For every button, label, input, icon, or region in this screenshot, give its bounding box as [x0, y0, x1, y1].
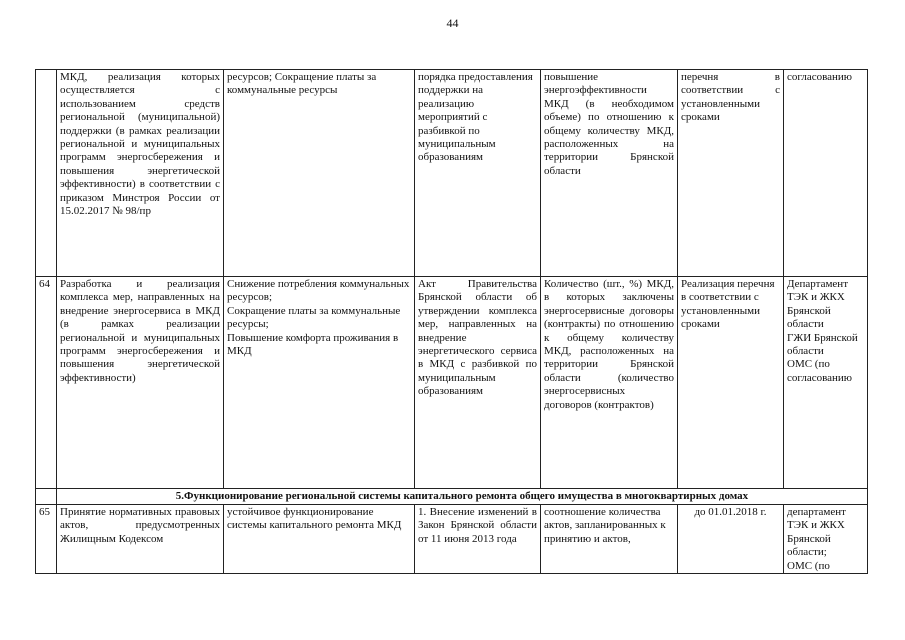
- row-number-cell: 64: [36, 277, 57, 489]
- indicator-cell: Количество (шт., %) МКД, в которых заключены энергосервисные договоры (контракты) по отношению к общему количеству МКД, расположенных на территории Брянской области (количество энергосервисных договоров (контрактов): [541, 277, 678, 489]
- indicator-cell: соотношение количества актов, запланированных к принятию и актов,: [541, 505, 678, 574]
- row-number-cell: [36, 70, 57, 277]
- responsible-cell: департамент ТЭК и ЖКХ Брянской области; ОМС (по: [784, 505, 868, 574]
- measure-cell: Принятие нормативных правовых актов, предусмотренных Жилищным Кодексом: [57, 505, 224, 574]
- responsible-cell: согласованию: [784, 70, 868, 277]
- result-cell: ресурсов; Сокращение платы за коммунальные ресурсы: [224, 70, 415, 277]
- indicator-cell: повышение энергоэффективности МКД (в необходимом объеме) по отношению к общему количеству МКД, расположенных на территории Брянской области: [541, 70, 678, 277]
- measure-cell: Разработка и реализация комплекса мер, направленных на внедрение энергосервиса в МКД (в рамках реализации региональной и муниципальных программ энергосбережения и повышения энергетической эффективности): [57, 277, 224, 489]
- document-cell: порядка предоставления поддержки на реализацию мероприятий с разбивкой по муниципальным образованиям: [415, 70, 541, 277]
- document-cell: Акт Правительства Брянской области об утверждении комплекса мер, направленных на внедрение энергетического сервиса в МКД с разбивкой по муниципальным образованиям: [415, 277, 541, 489]
- deadline-cell: Реализация перечня в соответствии с установленными сроками: [678, 277, 784, 489]
- table-row: [36, 505, 868, 574]
- deadline-cell: до 01.01.2018 г.: [678, 505, 784, 574]
- measures-table: [35, 69, 868, 574]
- section-title: 5.Функционирование региональной системы капитального ремонта общего имущества в многоквартирных домах: [57, 489, 868, 505]
- page-number: 44: [446, 16, 459, 30]
- table-row: [36, 70, 868, 277]
- responsible-cell: Департамент ТЭК и ЖКХ Брянской области ГЖИ Брянской области ОМС (по согласованию: [784, 277, 868, 489]
- section-number-cell: [36, 489, 57, 505]
- document-cell: 1. Внесение изменений в Закон Брянской области от 11 июня 2013 года: [415, 505, 541, 574]
- deadline-cell: перечня в соответствии с установленными сроками: [678, 70, 784, 277]
- table-row: [36, 277, 868, 489]
- result-cell: Снижение потребления коммунальных ресурсов; Сокращение платы за коммунальные ресурсы; Повышение комфорта проживания в МКД: [224, 277, 415, 489]
- measure-cell: МКД, реализация которых осуществляется с использованием средств региональной (муниципальной) поддержки (в рамках реализации региональной и муниципальных программ энергосбережения и повышения энергетической эффективности) в соответствии с приказом Минстроя России от 15.02.2017 № 98/пр: [57, 70, 224, 277]
- row-number-cell: 65: [36, 505, 57, 574]
- section-row: [36, 489, 868, 505]
- result-cell: устойчивое функционирование системы капитального ремонта МКД: [224, 505, 415, 574]
